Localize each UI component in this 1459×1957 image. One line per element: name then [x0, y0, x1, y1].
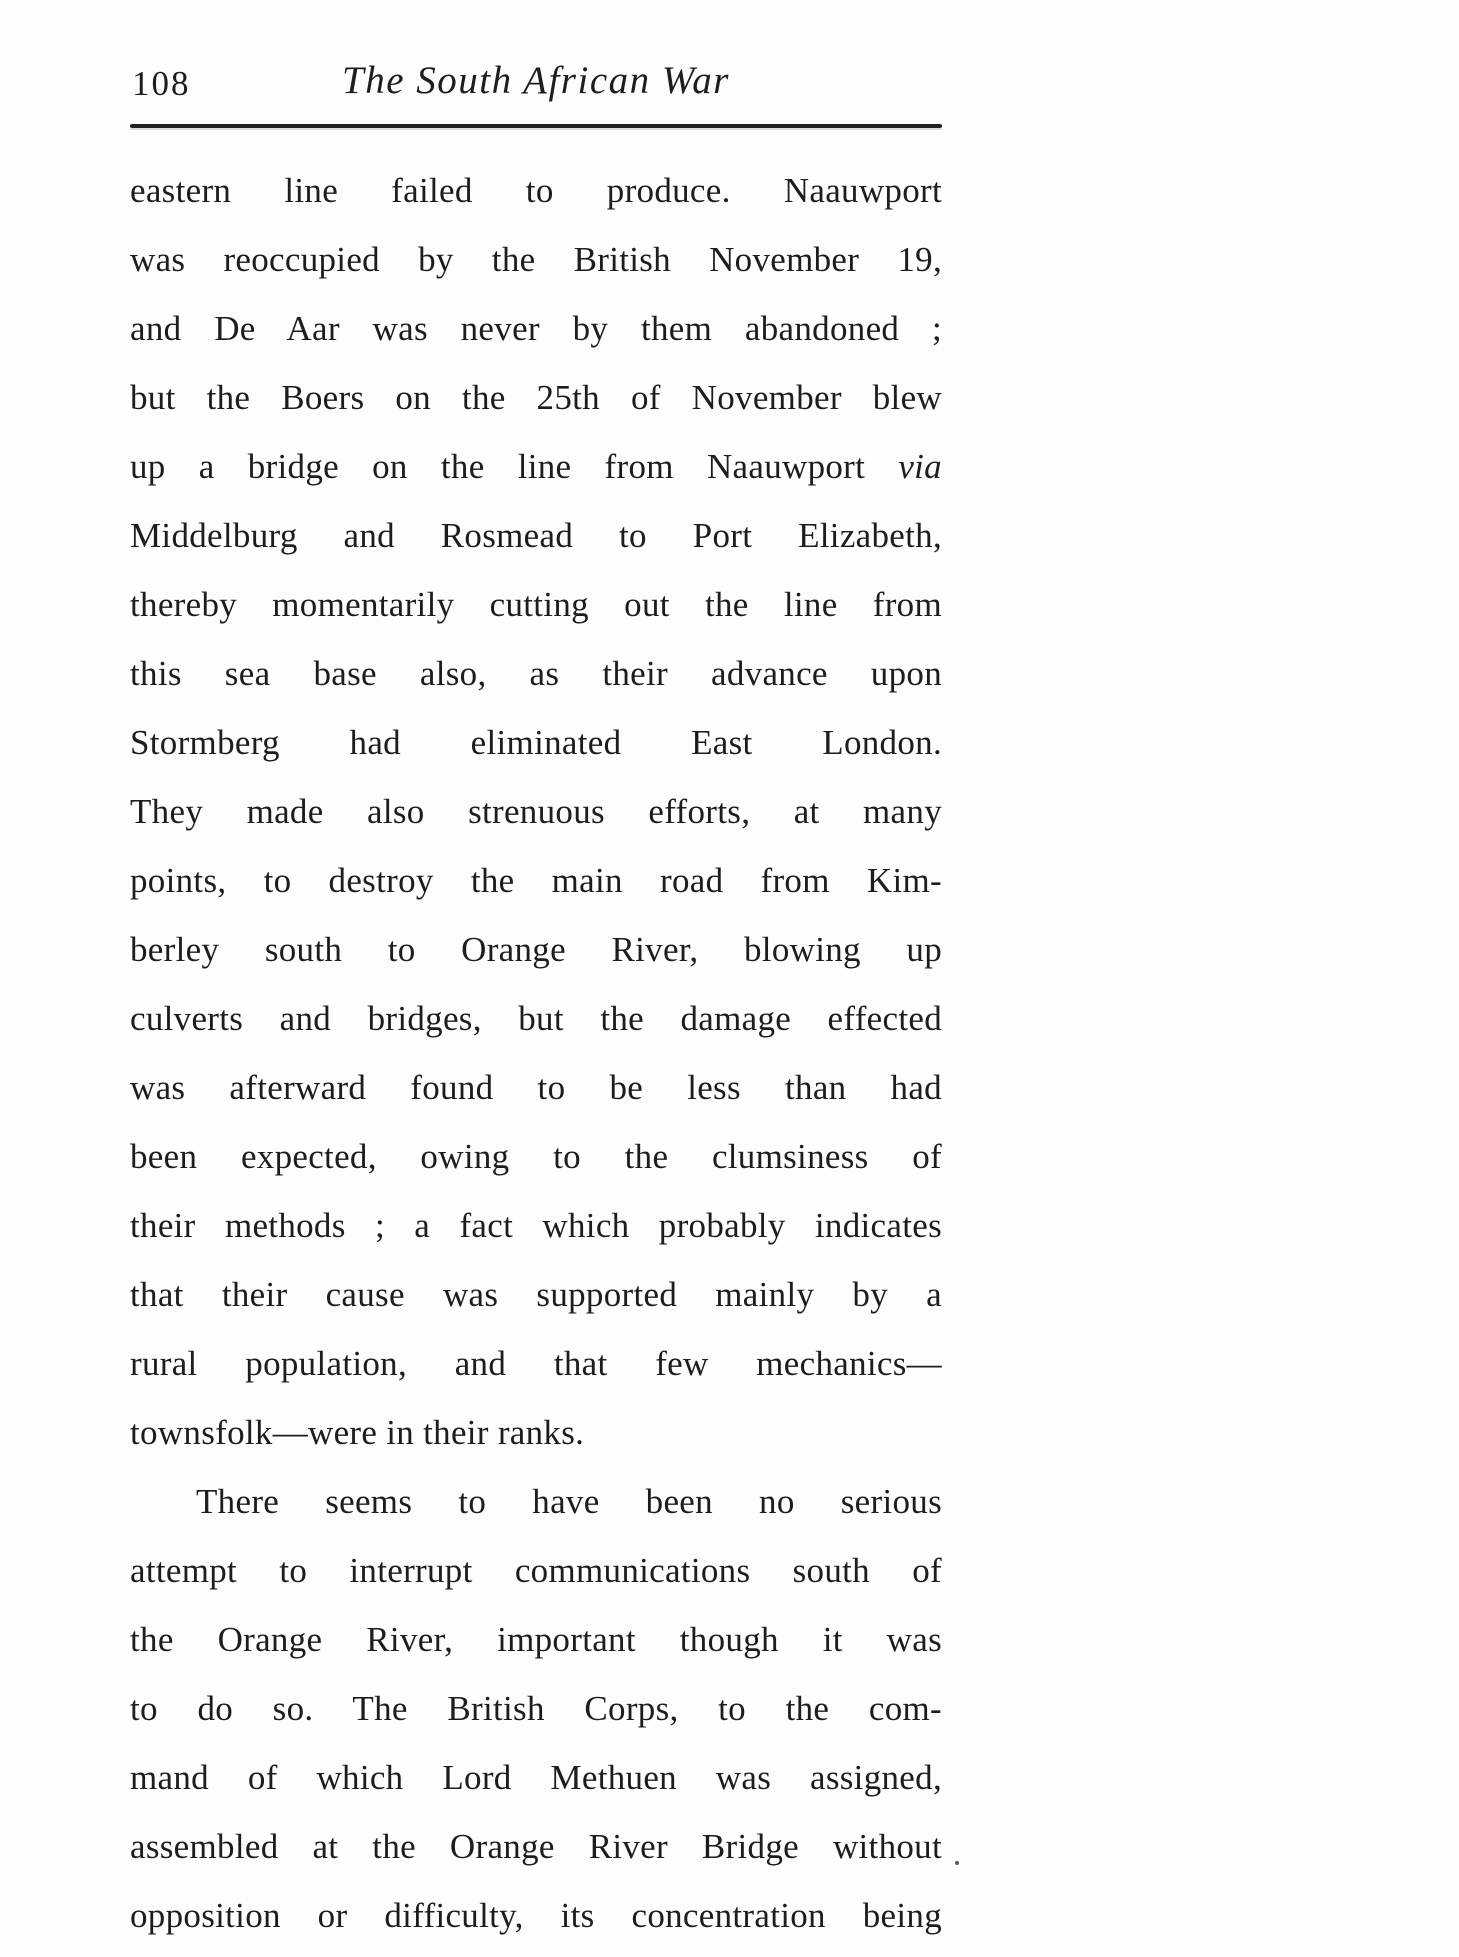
text-line [130, 1605, 942, 1674]
text-segment: They made also strenuous efforts, at many [130, 792, 942, 831]
text-line [130, 501, 942, 570]
text-line [130, 570, 942, 639]
text-segment: Middelburg and Rosmead to Port Elizabeth, [130, 516, 942, 555]
text-line [130, 846, 942, 915]
text-segment: the Orange River, important though it was [130, 1620, 942, 1659]
text-segment: and De Aar was never by them abandoned ; [130, 309, 942, 348]
text-segment: culverts and bridges, but the damage effected [130, 999, 942, 1038]
text-line [130, 1881, 942, 1950]
text-segment: thereby momentarily cutting out the line from [130, 585, 942, 624]
text-line [130, 1743, 942, 1812]
text-segment: berley south to Orange River, blowing up [130, 930, 942, 969]
running-header-title: The South African War [342, 59, 730, 102]
text-line [130, 1260, 942, 1329]
text-line [130, 639, 942, 708]
text-line [130, 777, 942, 846]
text-line [130, 225, 942, 294]
text-line [130, 915, 942, 984]
text-line [130, 294, 942, 363]
page-content [130, 58, 942, 1950]
text-segment: points, to destroy the main road from Kim- [130, 861, 942, 900]
text-segment: Stormberg had eliminated East London. [130, 723, 942, 762]
scan-artifact-dot [955, 1861, 959, 1865]
text-segment: to do so. The British Corps, to the com- [130, 1689, 942, 1728]
text-line [130, 1329, 942, 1398]
text-segment: rural population, and that few mechanics— [130, 1344, 942, 1383]
text-line [130, 1812, 942, 1881]
text-segment: been expected, owing to the clumsiness of [130, 1137, 942, 1176]
text-segment: that their cause was supported mainly by a [130, 1275, 942, 1314]
text-segment: mand of which Lord Methuen was assigned, [130, 1758, 942, 1797]
text-line [130, 1467, 942, 1536]
italic-text-segment: via [898, 447, 942, 486]
text-line [130, 708, 942, 777]
text-line [130, 1122, 942, 1191]
text-line [130, 363, 942, 432]
text-segment: attempt to interrupt communications south of [130, 1551, 942, 1590]
text-line [130, 1536, 942, 1605]
text-segment: up a bridge on the line from Naauwport [130, 447, 899, 486]
text-line [130, 1674, 942, 1743]
text-segment: opposition or difficulty, its concentration being [130, 1896, 942, 1935]
page-header [130, 58, 942, 110]
text-segment: was reoccupied by the British November 19, [130, 240, 942, 279]
text-segment: There seems to have been no serious [196, 1482, 942, 1521]
text-line [130, 1191, 942, 1260]
text-line [130, 156, 942, 225]
header-rule [130, 124, 942, 128]
text-segment: this sea base also, as their advance upon [130, 654, 942, 693]
page-number: 108 [132, 64, 191, 103]
text-segment: their methods ; a fact which probably indicates [130, 1206, 942, 1245]
body-text [130, 156, 942, 1950]
text-line [130, 432, 942, 501]
text-line [130, 1398, 942, 1467]
text-segment: assembled at the Orange River Bridge without [130, 1827, 942, 1866]
text-segment: was afterward found to be less than had [130, 1068, 942, 1107]
text-segment: townsfolk—were in their ranks. [130, 1413, 585, 1452]
text-line [130, 1053, 942, 1122]
text-segment: eastern line failed to produce. Naauwport [130, 171, 942, 210]
text-segment: but the Boers on the 25th of November blew [130, 378, 942, 417]
text-line [130, 984, 942, 1053]
